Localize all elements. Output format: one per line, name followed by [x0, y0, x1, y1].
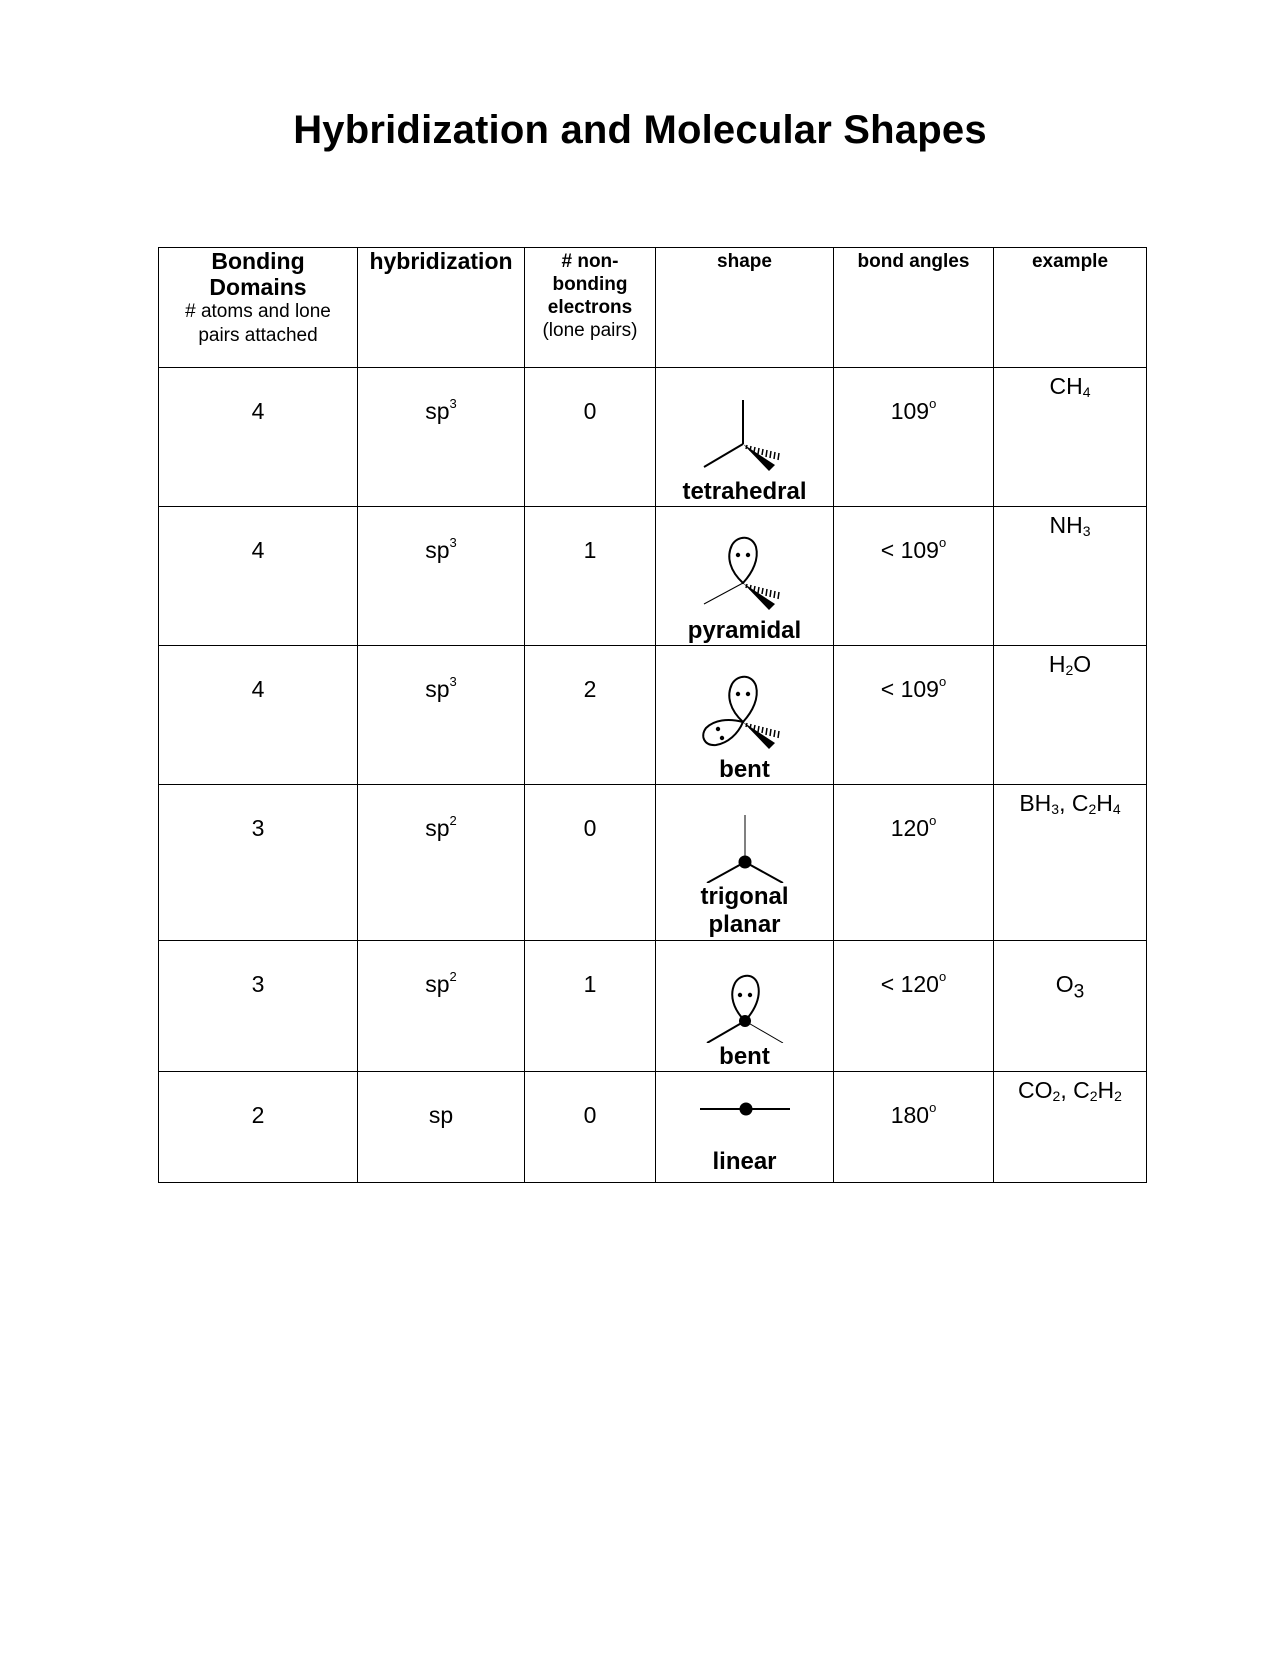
hybridization-cell: [358, 646, 525, 785]
bent-two-lone-pairs-shape-icon: [656, 648, 834, 756]
header-bond-angles: [834, 248, 994, 368]
example-cell: [994, 368, 1147, 507]
example-formula: $H_2O$: [1048, 651, 1092, 678]
header-shape: [656, 248, 834, 368]
domains-cell: 4: [159, 368, 358, 507]
shape-cell: [656, 1072, 834, 1183]
table-row: [159, 785, 1147, 941]
hybridization-value: sp: [425, 971, 450, 997]
shape-label: tetrahedral: [682, 478, 807, 505]
hybridization-value: sp: [428, 1102, 454, 1128]
degree-mark: o: [938, 535, 947, 551]
shape-cell: [656, 785, 834, 941]
hybridization-superscript: 2: [449, 813, 457, 829]
shape-cell: [656, 941, 834, 1072]
degree-mark: o: [938, 674, 947, 690]
page-title: Hybridization and Molecular Shapes: [293, 108, 987, 152]
example-cell: [994, 646, 1147, 785]
degree-mark: o: [929, 1100, 937, 1116]
domains-cell: 2: [159, 1072, 358, 1183]
hybridization-cell: [358, 368, 525, 507]
degree-mark: o: [929, 396, 937, 412]
hybridization-value: sp: [425, 815, 450, 841]
example-formula: $O_3$: [1055, 971, 1085, 1003]
bond-angle-cell: [834, 941, 994, 1072]
trigonal-planar-shape-icon: [656, 787, 834, 883]
example-cell: [994, 941, 1147, 1072]
hybridization-cell: [358, 941, 525, 1072]
bent-sp2-shape-icon: [656, 943, 834, 1043]
hybridization-superscript: 2: [449, 969, 457, 985]
shape-label: bent: [719, 756, 770, 783]
lone-pairs-cell: 0: [525, 1072, 656, 1183]
domains-cell: 4: [159, 646, 358, 785]
hybridization-cell: [358, 785, 525, 941]
table-row: [159, 1072, 1147, 1183]
hybridization-cell: [358, 1072, 525, 1183]
bond-angle-value: 120: [890, 815, 930, 841]
table-row: [159, 507, 1147, 646]
lone-pairs-cell: 2: [525, 646, 656, 785]
bond-angle-value: 109: [890, 398, 930, 424]
domains-cell: 3: [159, 785, 358, 941]
bond-angle-cell: [834, 507, 994, 646]
header-bonding-domains-title: Bonding Domains: [209, 248, 307, 300]
domains-cell: 4: [159, 507, 358, 646]
bond-angle-cell: [834, 646, 994, 785]
bond-angle-value: < 109: [880, 676, 939, 702]
degree-mark: o: [929, 813, 937, 829]
domains-cell: 3: [159, 941, 358, 1072]
hybridization-value: sp: [425, 398, 450, 424]
hybridization-superscript: 3: [449, 396, 457, 412]
header-bonding-domains-subtitle: # atoms and lone pairs attached: [185, 301, 331, 346]
tetrahedral-shape-icon: [656, 370, 834, 478]
example-cell: [994, 1072, 1147, 1183]
header-nonbonding-title: # non-bonding electrons: [547, 251, 633, 318]
shape-label: bent: [719, 1043, 770, 1070]
hybridization-value: sp: [425, 537, 450, 563]
hybridization-superscript: 3: [449, 674, 457, 690]
header-bonding-domains: [159, 248, 358, 368]
shape-label: pyramidal: [687, 617, 802, 644]
header-example-label: example: [1031, 251, 1109, 272]
header-hybridization: [358, 248, 525, 368]
shape-cell: [656, 646, 834, 785]
lone-pairs-cell: 1: [525, 941, 656, 1072]
lone-pairs-cell: 1: [525, 507, 656, 646]
hybridization-table: [158, 247, 1147, 1183]
shape-cell: [656, 507, 834, 646]
bond-angle-value: < 120: [880, 971, 939, 997]
header-nonbonding-subtitle: (lone pairs): [542, 320, 638, 341]
header-bond-angles-label: bond angles: [857, 251, 970, 272]
example-formula: $CO_2$, $C_2H_2$: [1018, 1077, 1122, 1104]
header-shape-label: shape: [717, 251, 772, 272]
hybridization-value: sp: [425, 676, 450, 702]
shape-cell: [656, 368, 834, 507]
header-row: [159, 248, 1147, 368]
header-hybridization-label: hybridization: [369, 248, 513, 274]
linear-shape-icon: [656, 1074, 834, 1148]
bond-angle-cell: [834, 1072, 994, 1183]
hybridization-superscript: 3: [449, 535, 457, 551]
lone-pairs-cell: 0: [525, 785, 656, 941]
table-row: [159, 368, 1147, 507]
lone-pairs-cell: 0: [525, 368, 656, 507]
example-formula: $CH_4$: [1049, 373, 1091, 400]
header-nonbonding: [525, 248, 656, 368]
degree-mark: o: [938, 969, 947, 985]
bond-angle-value: < 109: [880, 537, 939, 563]
hybridization-cell: [358, 507, 525, 646]
example-formula: $NH_3$: [1049, 512, 1091, 539]
table-row: [159, 941, 1147, 1072]
bond-angle-cell: [834, 785, 994, 941]
bond-angle-value: 180: [890, 1102, 930, 1128]
example-cell: [994, 785, 1147, 941]
shape-label: linear: [712, 1148, 777, 1175]
example-cell: [994, 507, 1147, 646]
table-row: [159, 646, 1147, 785]
header-example: [994, 248, 1147, 368]
shape-label: trigonal planar: [700, 883, 789, 938]
example-formula: $BH_3$, $C_2H_4$: [1019, 790, 1121, 817]
pyramidal-shape-icon: [656, 509, 834, 617]
bond-angle-cell: [834, 368, 994, 507]
